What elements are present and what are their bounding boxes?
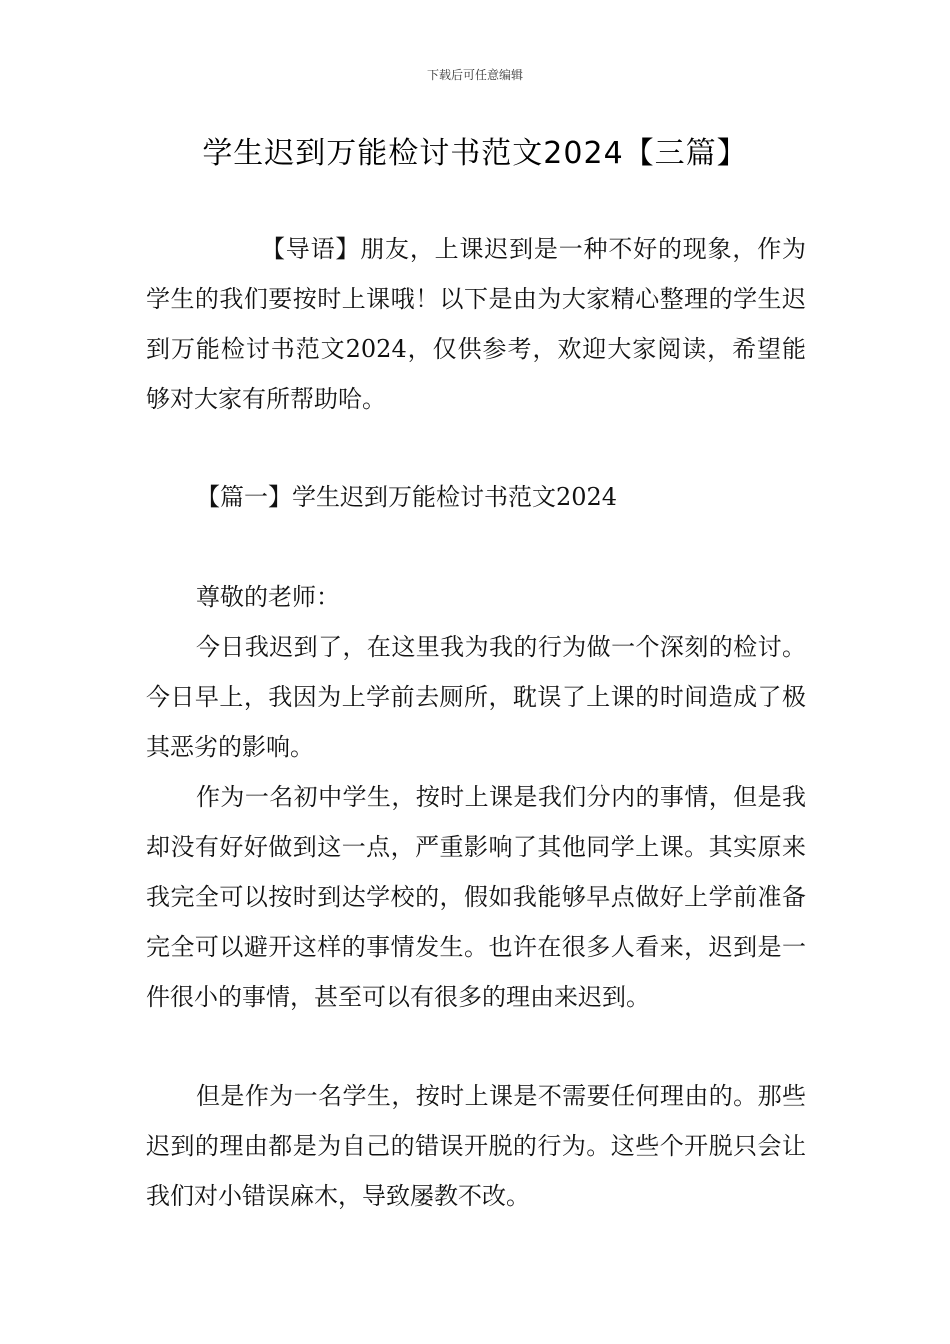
body-paragraph: 但是作为一名学生，按时上课是不需要任何理由的。那些迟到的理由都是为自己的错误开脱的行为。这些个开脱只会让我们对小错误麻木，导致屡教不改。 bbox=[146, 1082, 806, 1210]
intro-paragraph: 【导语】朋友，上课迟到是一种不好的现象，作为学生的我们要按时上课哦！以下是由为大家精心整理的学生迟到万能检讨书范文2024，仅供参考，欢迎大家阅读，希望能够对大家有所帮助哈。 bbox=[146, 235, 806, 413]
body-paragraph: 作为一名初中学生，按时上课是我们分内的事情，但是我却没有好好做到这一点，严重影响了其他同学上课。其实原来我完全可以按时到达学校的，假如我能够早点做好上学前准备完全可以避开这样的事情发生。也许在很多人看来，迟到是一件很小的事情，甚至可以有很多的理由来迟到。 bbox=[146, 783, 806, 1011]
body-paragraph: 今日我迟到了，在这里我为我的行为做一个深刻的检讨。今日早上，我因为上学前去厕所，耽误了上课的时间造成了极其恶劣的影响。 bbox=[146, 633, 806, 761]
document-title: 学生迟到万能检讨书范文2024【三篇】 bbox=[202, 136, 748, 171]
salutation: 尊敬的老师： bbox=[196, 583, 340, 611]
section-heading: 【篇一】学生迟到万能检讨书范文2024 bbox=[196, 483, 618, 511]
header-note: 下载后可任意编辑 bbox=[426, 68, 523, 82]
